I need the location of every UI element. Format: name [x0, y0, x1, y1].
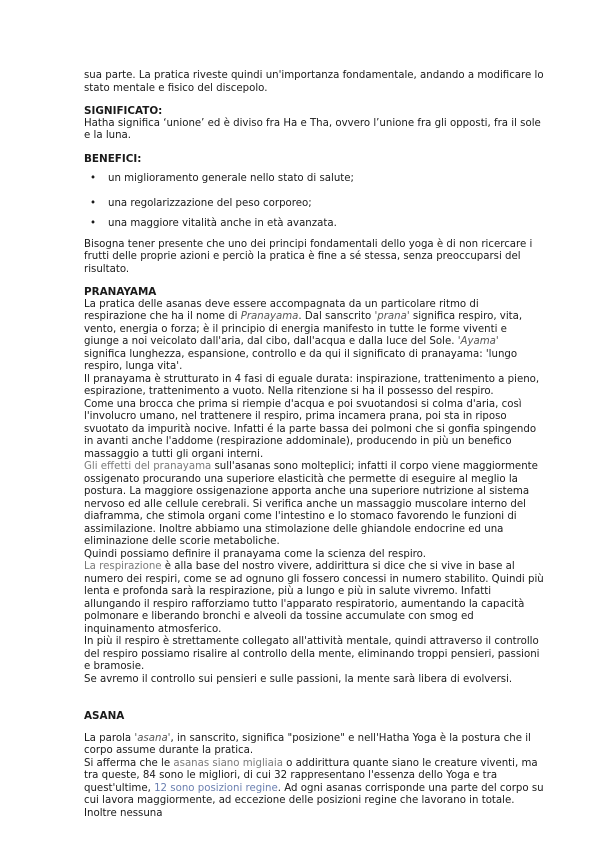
text-run: , in sanscrito, significa "posizione" e nell'Hatha Yoga è la postura che il corpo assume durante la pratica. [84, 732, 531, 756]
pranayama-heading: PRANAYAMA [84, 286, 157, 298]
bullet-icon: • [90, 218, 97, 229]
list-item-text: una regolarizzazione del peso corporeo; [108, 197, 312, 209]
pranayama-paragraph-4 [84, 461, 544, 549]
pranayama-paragraph-3: Come una brocca che prima si riempie d'acqua e poi svuotandosi si colma d'aria, così l'involucro umano, nel trattenere il respiro, prima incamera prana, poi sta in riposo svuotato da impurità nocive. Infatti é la parte bassa dei polmoni che si gonfia spingendo in avanti anche l'addome (respirazione addominale), producendo in più un benefico massaggio a tutti gli organi interni. [84, 398, 537, 460]
pranayama-paragraph-2: Il pranayama è strutturato in 4 fasi di eguale durata: inspirazione, trattenimento a pieno, espirazione, trattenimento a vuoto. Nella ritenzione si ha il possesso del respiro. [84, 373, 540, 397]
page-content [84, 70, 544, 820]
list-item [84, 218, 544, 231]
text-run: è alla base del nostro vivere, addirittura si dice che si vive in base al numero dei respiri, come se ad ognuno gli fossero concessi in numero stabilito. Quindi più lenta e profonda sarà la respirazione, più a lungo e più in salute vivremo. Infatti allungando il respiro rafforziamo tutto l'apparato respiratorio, aumentando la capacità polmonare e liberando bronchi e alveoli da tossine accumulate con smog ed inquinamento atmosferico. [84, 561, 544, 635]
term-pranayama: Pranayama [240, 311, 299, 322]
pranayama-paragraph-8: Se avremo il controllo sui pensieri e sulle passioni, la mente sarà libera di evolversi. [84, 673, 513, 685]
text-run: . Dal sanscrito [298, 311, 375, 322]
effetti-pranayama-link[interactable]: Gli effetti del pranayama [84, 461, 212, 472]
term-ayama: 'Ayama' [457, 336, 499, 347]
text-run: . Ad ogni asanas corrisponde una parte del corpo su cui lavora maggiormente, ad eccezione delle posizioni regine che lavorano in totale. Inoltre nessuna [84, 782, 544, 819]
asana-heading: ASANA [84, 710, 125, 722]
posizioni-regine-link[interactable]: 12 sono posizioni regine [154, 782, 278, 794]
text-run: significa lunghezza, espansione, controllo e da qui il significato di pranayama: 'lungo respiro, lunga vita'. [84, 348, 518, 372]
text-run: significa respiro, vita, vento, energia o forza; è il principio di energia manifesto in tutte le forme viventi e giunge a noi veicolato dall'aria, dal cibo, dall'acqua e dalla luce del Sole. [84, 311, 523, 347]
list-item-text: una maggiore vitalità anche in età avanzata. [108, 218, 337, 229]
intro-paragraph: sua parte. La pratica riveste quindi un'importanza fondamentale, andando a modificare lo stato mentale e fisico del discepolo. [84, 70, 544, 94]
benefici-heading: BENEFICI: [84, 152, 142, 165]
pranayama-paragraph-5: Quindi possiamo definire il pranayama come la scienza del respiro. [84, 548, 426, 560]
pranayama-paragraph-1 [84, 299, 544, 374]
text-run: o addirittura quante siano le creature viventi, ma tra queste, 84 sono le migliori, di cui 32 rappresentano l'essenza dello Yoga e tra quest'ultime, [84, 757, 538, 794]
bullet-icon: • [90, 173, 97, 184]
term-prana: 'prana' [374, 311, 410, 322]
benefici-list [84, 173, 544, 231]
list-item [84, 173, 544, 186]
bullet-icon: • [90, 197, 97, 209]
pranayama-paragraph-6 [84, 561, 544, 636]
text-run: La parola [84, 732, 135, 744]
term-asana: 'asana' [134, 732, 171, 744]
significato-heading: SIGNIFICATO: [84, 105, 163, 117]
asana-paragraph-1 [84, 733, 544, 758]
text-run: sull'asanas sono molteplici; infatti il corpo viene maggiormente ossigenato procurando una superiore elasticità che permette di eseguire al meglio la postura. La maggiore ossigenazione apporta anche una superiore nutrizione al sistema nervoso ed alle cellule cerebrali. Si verifica anche un massaggio muscolare interno del diaframma, che stimola organi come l'intestino e lo stomaco favorendo le funzioni di assimilazione. Inoltre abbiamo una stimolazione delle ghiandole endocrine ed una eliminazione delle scorie metaboliche. [84, 461, 538, 547]
text-run: La pratica delle asanas deve essere accompagnata da un particolare ritmo di respirazione che ha il nome di [84, 298, 479, 322]
respirazione-link[interactable]: La respirazione [84, 561, 162, 572]
list-item [84, 198, 544, 211]
significato-paragraph: Hatha significa ‘unione’ ed è diviso fra Ha e Tha, ovvero l’unione fra gli opposti, fra il sole e la luna. [84, 117, 541, 141]
list-item-text: un miglioramento generale nello stato di salute; [108, 173, 354, 184]
asanas-migliaia-link[interactable]: asanas siano migliaia [173, 757, 283, 769]
asana-paragraph-2 [84, 758, 544, 821]
benefici-closing-paragraph: Bisogna tener presente che uno dei principi fondamentali dello yoga è di non ricercare i frutti delle proprie azioni e perciò la pratica è fine a sé stessa, senza preoccuparsi del risultato. [84, 238, 533, 275]
pranayama-paragraph-7: In più il respiro è strettamente collegato all'attività mentale, quindi attraverso il controllo del respiro possiamo risalire al controllo della mente, eliminando troppi pensieri, passioni e bramosie. [84, 636, 540, 672]
text-run: Si afferma che le [84, 757, 174, 769]
